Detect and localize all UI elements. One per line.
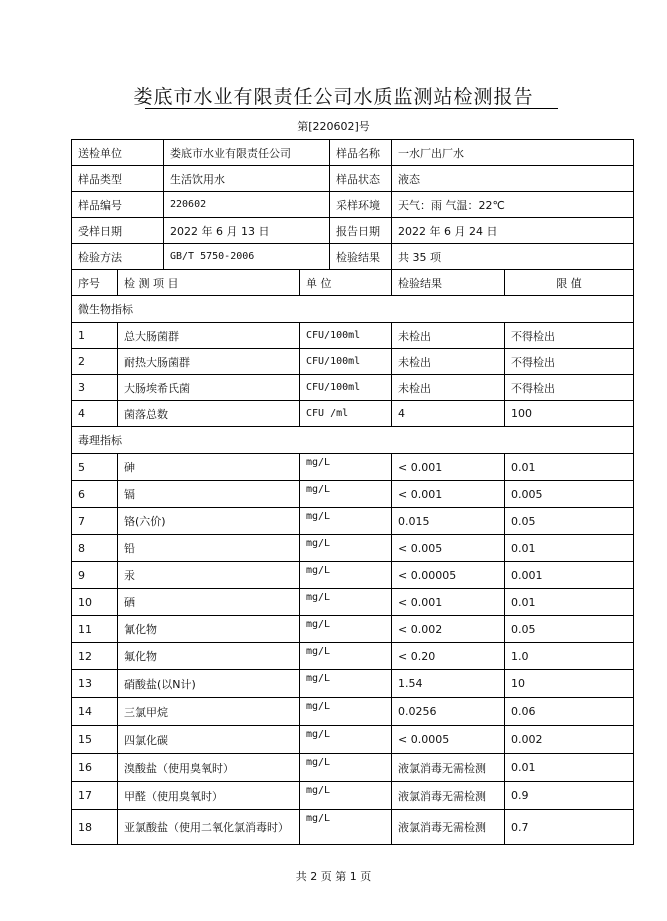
row-item: 汞: [118, 562, 300, 589]
row-unit: mg/L: [300, 535, 392, 562]
row-limit: 不得检出: [505, 349, 634, 375]
info-label: 采样环境: [330, 192, 392, 218]
info-value: 一水厂出厂水: [392, 140, 634, 166]
section-row-tox: [72, 427, 634, 454]
row-no: 15: [72, 726, 118, 754]
row-result: 1.54: [392, 670, 505, 698]
row-no: 2: [72, 349, 118, 375]
row-no: 10: [72, 589, 118, 616]
row-result: 液氯消毒无需检测: [392, 810, 505, 845]
info-label: 检验方法: [72, 244, 164, 270]
row-unit: mg/L: [300, 454, 392, 481]
row-item: 大肠埃希氏菌: [118, 375, 300, 401]
row-unit: mg/L: [300, 754, 392, 782]
row-unit: mg/L: [300, 481, 392, 508]
row-result: < 0.002: [392, 616, 505, 643]
row-item: 铬(六价): [118, 508, 300, 535]
row-limit: 0.06: [505, 698, 634, 726]
table-row: [72, 323, 634, 349]
info-row-type: [72, 166, 634, 192]
info-value: 2022 年 6 月 24 日: [392, 218, 634, 244]
row-item: 镉: [118, 481, 300, 508]
row-no: 4: [72, 401, 118, 427]
row-limit: 0.01: [505, 589, 634, 616]
info-label: 送检单位: [72, 140, 164, 166]
section-label: 微生物指标: [72, 296, 634, 323]
info-row-method: [72, 244, 634, 270]
row-item: 砷: [118, 454, 300, 481]
row-no: 14: [72, 698, 118, 726]
row-unit: mg/L: [300, 698, 392, 726]
row-result: 未检出: [392, 323, 505, 349]
table-row: [72, 562, 634, 589]
table-row: [72, 508, 634, 535]
row-unit: mg/L: [300, 670, 392, 698]
table-row: [72, 349, 634, 375]
row-item: 总大肠菌群: [118, 323, 300, 349]
row-limit: 0.05: [505, 508, 634, 535]
row-result: < 0.005: [392, 535, 505, 562]
table-row: [72, 698, 634, 726]
column-header-row: [72, 270, 634, 296]
table-row: [72, 643, 634, 670]
row-unit: mg/L: [300, 508, 392, 535]
row-item: 菌落总数: [118, 401, 300, 427]
row-no: 16: [72, 754, 118, 782]
row-limit: 0.01: [505, 535, 634, 562]
report-table: [71, 139, 634, 845]
row-result: < 0.0005: [392, 726, 505, 754]
info-label: 样品状态: [330, 166, 392, 192]
header-item: 检 测 项 目: [118, 270, 300, 296]
info-label: 样品类型: [72, 166, 164, 192]
row-limit: 1.0: [505, 643, 634, 670]
row-item: 三氯甲烷: [118, 698, 300, 726]
table-row: [72, 375, 634, 401]
title-underline: [145, 108, 558, 109]
row-item: 耐热大肠菌群: [118, 349, 300, 375]
table-row: [72, 616, 634, 643]
info-row-sender: [72, 140, 634, 166]
info-row-sample-no: [72, 192, 634, 218]
table-row: [72, 401, 634, 427]
info-value: 2022 年 6 月 13 日: [164, 218, 330, 244]
row-limit: 不得检出: [505, 323, 634, 349]
table-row: [72, 535, 634, 562]
row-no: 17: [72, 782, 118, 810]
row-unit: mg/L: [300, 643, 392, 670]
row-result: < 0.001: [392, 481, 505, 508]
row-result: < 0.20: [392, 643, 505, 670]
row-limit: 0.002: [505, 726, 634, 754]
row-result: < 0.001: [392, 454, 505, 481]
table-row: [72, 670, 634, 698]
info-label: 样品编号: [72, 192, 164, 218]
info-value: 生活饮用水: [164, 166, 330, 192]
row-unit: CFU /ml: [300, 401, 392, 427]
row-no: 6: [72, 481, 118, 508]
report-title: 娄底市水业有限责任公司水质监测站检测报告: [133, 86, 534, 108]
row-unit: CFU/100ml: [300, 323, 392, 349]
row-result: 4: [392, 401, 505, 427]
row-unit: mg/L: [300, 616, 392, 643]
row-unit: mg/L: [300, 589, 392, 616]
row-no: 12: [72, 643, 118, 670]
info-value: 液态: [392, 166, 634, 192]
row-result: < 0.00005: [392, 562, 505, 589]
row-unit: mg/L: [300, 782, 392, 810]
row-no: 9: [72, 562, 118, 589]
info-value: 共 35 项: [392, 244, 634, 270]
row-result: 0.015: [392, 508, 505, 535]
row-item: 氟化物: [118, 643, 300, 670]
row-result: 0.0256: [392, 698, 505, 726]
row-item: 氰化物: [118, 616, 300, 643]
header-no: 序号: [72, 270, 118, 296]
row-result: < 0.001: [392, 589, 505, 616]
row-result: 未检出: [392, 375, 505, 401]
table-row: [72, 589, 634, 616]
info-value: GB/T 5750-2006: [164, 244, 330, 270]
row-item: 溴酸盐（使用臭氧时）: [118, 754, 300, 782]
info-label: 报告日期: [330, 218, 392, 244]
info-row-dates: [72, 218, 634, 244]
row-unit: mg/L: [300, 562, 392, 589]
row-item: 亚氯酸盐（使用二氧化氯消毒时）: [118, 810, 300, 845]
row-no: 5: [72, 454, 118, 481]
row-limit: 0.7: [505, 810, 634, 845]
row-limit: 10: [505, 670, 634, 698]
row-unit: mg/L: [300, 810, 392, 845]
table-row: [72, 810, 634, 845]
row-limit: 0.001: [505, 562, 634, 589]
row-limit: 0.01: [505, 454, 634, 481]
table-row: [72, 754, 634, 782]
table-row: [72, 782, 634, 810]
row-result: 液氯消毒无需检测: [392, 782, 505, 810]
table-row: [72, 481, 634, 508]
info-value: 天气：雨 气温：22℃: [392, 192, 634, 218]
info-value: 娄底市水业有限责任公司: [164, 140, 330, 166]
table-row: [72, 454, 634, 481]
row-limit: 0.005: [505, 481, 634, 508]
row-no: 3: [72, 375, 118, 401]
header-unit: 单 位: [300, 270, 392, 296]
row-limit: 0.05: [505, 616, 634, 643]
report-number: 第[220602]号: [297, 120, 370, 133]
row-no: 13: [72, 670, 118, 698]
row-unit: CFU/100ml: [300, 349, 392, 375]
header-result: 检验结果: [392, 270, 505, 296]
row-no: 18: [72, 810, 118, 845]
micro-rows: [72, 323, 634, 427]
row-no: 1: [72, 323, 118, 349]
row-unit: mg/L: [300, 726, 392, 754]
row-limit: 0.01: [505, 754, 634, 782]
table-row: [72, 726, 634, 754]
row-limit: 0.9: [505, 782, 634, 810]
row-unit: CFU/100ml: [300, 375, 392, 401]
row-limit: 100: [505, 401, 634, 427]
row-no: 8: [72, 535, 118, 562]
section-row-micro: [72, 296, 634, 323]
row-item: 铅: [118, 535, 300, 562]
info-label: 检验结果: [330, 244, 392, 270]
page-footer: 共 2 页 第 1 页: [295, 870, 372, 883]
row-result: 未检出: [392, 349, 505, 375]
info-value: 220602: [164, 192, 330, 218]
row-item: 硝酸盐(以N计): [118, 670, 300, 698]
tox-rows: [72, 454, 634, 845]
row-no: 7: [72, 508, 118, 535]
info-label: 受样日期: [72, 218, 164, 244]
row-no: 11: [72, 616, 118, 643]
row-result: 液氯消毒无需检测: [392, 754, 505, 782]
section-label: 毒理指标: [72, 427, 634, 454]
row-item: 四氯化碳: [118, 726, 300, 754]
row-item: 甲醛（使用臭氧时）: [118, 782, 300, 810]
row-item: 硒: [118, 589, 300, 616]
row-limit: 不得检出: [505, 375, 634, 401]
info-label: 样品名称: [330, 140, 392, 166]
header-limit: 限 值: [505, 270, 634, 296]
